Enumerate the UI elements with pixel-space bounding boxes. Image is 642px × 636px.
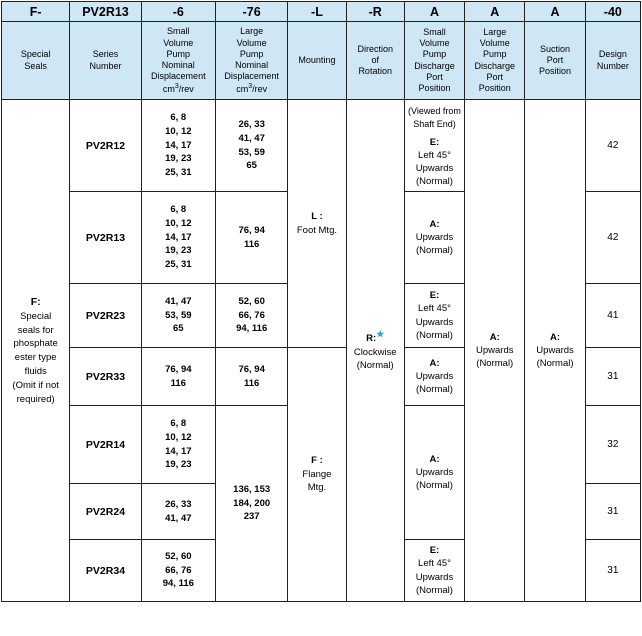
header-unit-base: cm [162,83,175,94]
large-displacement-cell [215,192,287,284]
header-line: Design [598,49,627,60]
header-name-design-number [585,22,640,100]
special-seals-line: Special [20,310,52,322]
small-port-cell [404,406,464,540]
header-line: Special [20,49,51,60]
displacement-line: 76, 94 [238,363,265,375]
port-line: Upwards [415,163,454,175]
header-line: Pump [422,49,447,60]
header-line: Position [539,66,572,77]
header-line: Nominal [235,60,269,70]
port-line: Left 45° [418,558,451,570]
displacement-line: 116 [243,377,260,389]
header-line: Rotation [358,66,392,77]
small-displacement-cell [141,540,215,602]
displacement-line: 66, 76 [165,564,192,576]
port-line: Upwards [415,316,454,328]
port-line: Upwards [415,231,454,243]
rotation-line: Clockwise [353,346,397,358]
header-code-design-number: -40 [585,2,640,22]
design-number-cell: 31 [585,348,640,406]
port-code: E: [429,289,440,301]
special-seals-line: ester type [14,352,57,364]
header-line: Pump [483,49,507,60]
header-line: Nominal [161,60,195,70]
displacement-line: 66, 76 [238,309,265,321]
header-line: Port [546,54,564,65]
header-line: Port [486,71,504,82]
rotation-cell [346,100,404,602]
displacement-line: 25, 31 [165,167,192,179]
port-code: E: [429,544,440,556]
displacement-line: 94, 116 [162,578,194,590]
header-line: Large [240,26,264,37]
header-code-row [2,2,641,22]
header-unit-exponent: 3 [174,82,179,90]
header-line: Direction [357,43,393,54]
header-code-small-port: A [404,2,464,22]
port-line: (Normal) [416,176,453,188]
header-name-series-number [70,22,141,100]
port-line: Upwards [415,571,454,583]
port-line: (Normal) [416,384,453,396]
displacement-line: 10, 12 [165,431,192,443]
series-number-cell: PV2R24 [70,484,141,540]
displacement-line: 10, 12 [165,217,192,229]
displacement-line: 184, 200 [233,497,271,509]
header-code-small-displacement: -6 [141,2,215,22]
series-number-cell: PV2R23 [70,284,141,348]
small-displacement-cell [141,192,215,284]
header-name-mounting [288,22,346,100]
header-unit [144,83,213,95]
large-displacement-cell [215,284,287,348]
header-line: Pump [239,48,264,59]
displacement-line: 116 [170,377,186,389]
table-row [2,100,641,192]
header-line: Discharge [414,60,455,71]
rotation-code: R: [366,333,377,345]
port-line: Upwards [476,344,514,356]
special-seals-code: F: [30,295,41,308]
small-port-cell [404,348,464,406]
header-line: Small [167,26,190,37]
displacement-line: 41, 47 [165,295,192,307]
large-displacement-cell-merged [215,406,287,602]
header-name-small-port [404,22,464,100]
small-displacement-cell [141,348,215,406]
header-line: Position [418,83,451,93]
large-displacement-cell [215,348,287,406]
displacement-line: 116 [243,238,260,250]
displacement-line: 52, 60 [165,550,192,562]
header-code-series-number: PV2R13 [70,2,141,22]
viewed-from-shaft-end-note: (Viewed from Shaft End) [408,106,461,129]
star-icon: ★ [376,329,385,340]
header-unit-exponent: 3 [248,82,253,90]
port-line: (Normal) [536,358,574,370]
small-port-cell [404,192,464,284]
header-line: Discharge [474,60,516,71]
header-unit-per: /rev [252,83,268,94]
displacement-line: 52, 60 [238,295,265,307]
displacement-line: 19, 23 [165,459,192,471]
large-port-cell [465,100,525,602]
special-seals-line: (Omit if not [12,379,59,391]
port-line: (Normal) [416,584,453,596]
small-displacement-cell [141,284,215,348]
header-name-large-port [465,22,525,100]
series-number-cell: PV2R34 [70,540,141,602]
header-line: Seals [24,60,47,71]
displacement-line: 65 [173,323,184,335]
series-number-cell: PV2R14 [70,406,141,484]
displacement-line: 26, 33 [165,498,192,510]
header-name-large-displacement [215,22,287,100]
displacement-line: 19, 23 [165,153,192,165]
header-name-small-displacement [141,22,215,100]
header-code-large-displacement: -76 [215,2,287,22]
header-line: Displacement [224,71,279,82]
mounting-cell-flange [288,348,346,602]
header-line: of [371,54,379,65]
header-line: Small [423,26,446,37]
displacement-line: 94, 116 [236,323,268,335]
mounting-label: Mtg. [307,482,327,494]
small-displacement-cell [141,406,215,484]
displacement-line: 76, 94 [238,224,265,236]
port-code: A: [489,331,500,343]
design-number-cell: 41 [585,284,640,348]
header-unit [218,83,285,95]
special-seals-line: seals for [17,324,54,336]
displacement-line: 14, 17 [165,139,192,151]
header-code-large-port: A [465,2,525,22]
mounting-code: L : [311,210,323,222]
displacement-line: 19, 23 [165,245,192,257]
displacement-line: 41, 47 [165,512,192,524]
port-line: (Normal) [476,358,514,370]
displacement-line: 10, 12 [165,125,192,137]
header-unit-per: /rev [178,83,194,94]
port-code: A: [429,357,440,369]
displacement-line: 6, 8 [170,204,187,216]
special-seals-line: required) [16,393,55,405]
design-number-cell: 42 [585,192,640,284]
displacement-line: 14, 17 [165,231,192,243]
header-name-rotation [346,22,404,100]
header-code-suction-port: A [525,2,585,22]
header-line: Suction [540,43,571,54]
port-line: Upwards [536,344,574,356]
special-seals-line: fluids [24,365,47,377]
displacement-line: 76, 94 [165,363,192,375]
small-displacement-cell [141,100,215,192]
small-port-cell [404,284,464,348]
port-code: A: [550,331,561,343]
header-line: Volume [419,38,450,48]
header-name-suction-port [525,22,585,100]
port-line: (Normal) [416,245,453,257]
port-line: (Normal) [416,480,453,492]
mounting-code: F : [311,454,323,466]
small-displacement-cell [141,484,215,540]
header-line: Volume [163,37,194,48]
port-line: Upwards [415,466,454,478]
port-code: A: [429,218,440,230]
header-line: Volume [479,38,510,48]
displacement-line: 136, 153 [233,483,271,495]
rotation-code-wrap [349,328,402,345]
header-name-row [2,22,641,100]
special-seals-cell [2,100,70,602]
header-name-special-seals [2,22,70,100]
displacement-line: 6, 8 [170,417,187,429]
series-number-cell: PV2R33 [70,348,141,406]
displacement-line: 14, 17 [165,445,192,457]
header-line: Pump [166,48,191,59]
header-line: Number [596,60,629,71]
header-line: Volume [236,37,267,48]
design-number-cell: 42 [585,100,640,192]
displacement-line: 25, 31 [165,259,192,271]
series-number-cell: PV2R13 [70,192,141,284]
port-line: Upwards [415,370,454,382]
port-line: (Normal) [416,329,453,341]
mounting-label: Flange [302,468,332,480]
header-line: Position [478,83,511,93]
design-number-cell: 31 [585,540,640,602]
special-seals-line: phosphate [13,338,58,350]
port-line: Left 45° [418,149,451,161]
header-unit-base: cm [236,83,249,94]
port-code: A: [429,453,440,465]
displacement-line: 6, 8 [170,112,187,124]
port-code: E: [429,136,440,148]
displacement-line: 237 [243,511,260,523]
header-line: Port [426,71,443,82]
mounting-cell-foot [288,100,346,348]
rotation-line: (Normal) [356,360,394,372]
header-line: Large [483,26,507,37]
header-line: Mounting [298,54,336,65]
header-line: Number [89,60,122,71]
header-code-rotation: -R [346,2,404,22]
displacement-line: 26, 33 [238,118,265,130]
header-code-special-seals: F- [2,2,70,22]
model-code-table-page [0,1,642,636]
header-line: Displacement [151,71,206,82]
model-code-table [1,1,641,602]
small-port-cell [404,540,464,602]
small-port-cell [404,100,464,192]
large-displacement-cell [215,100,287,192]
header-code-mounting: -L [288,2,346,22]
displacement-line: 65 [246,160,257,172]
header-line: Series [92,49,119,60]
port-line: Left 45° [418,303,451,315]
displacement-line: 41, 47 [238,132,265,144]
suction-port-cell [525,100,585,602]
design-number-cell: 32 [585,406,640,484]
series-number-cell: PV2R12 [70,100,141,192]
displacement-line: 53, 59 [165,309,192,321]
displacement-line: 53, 59 [238,146,265,158]
mounting-label: Foot Mtg. [296,224,337,236]
design-number-cell: 31 [585,484,640,540]
